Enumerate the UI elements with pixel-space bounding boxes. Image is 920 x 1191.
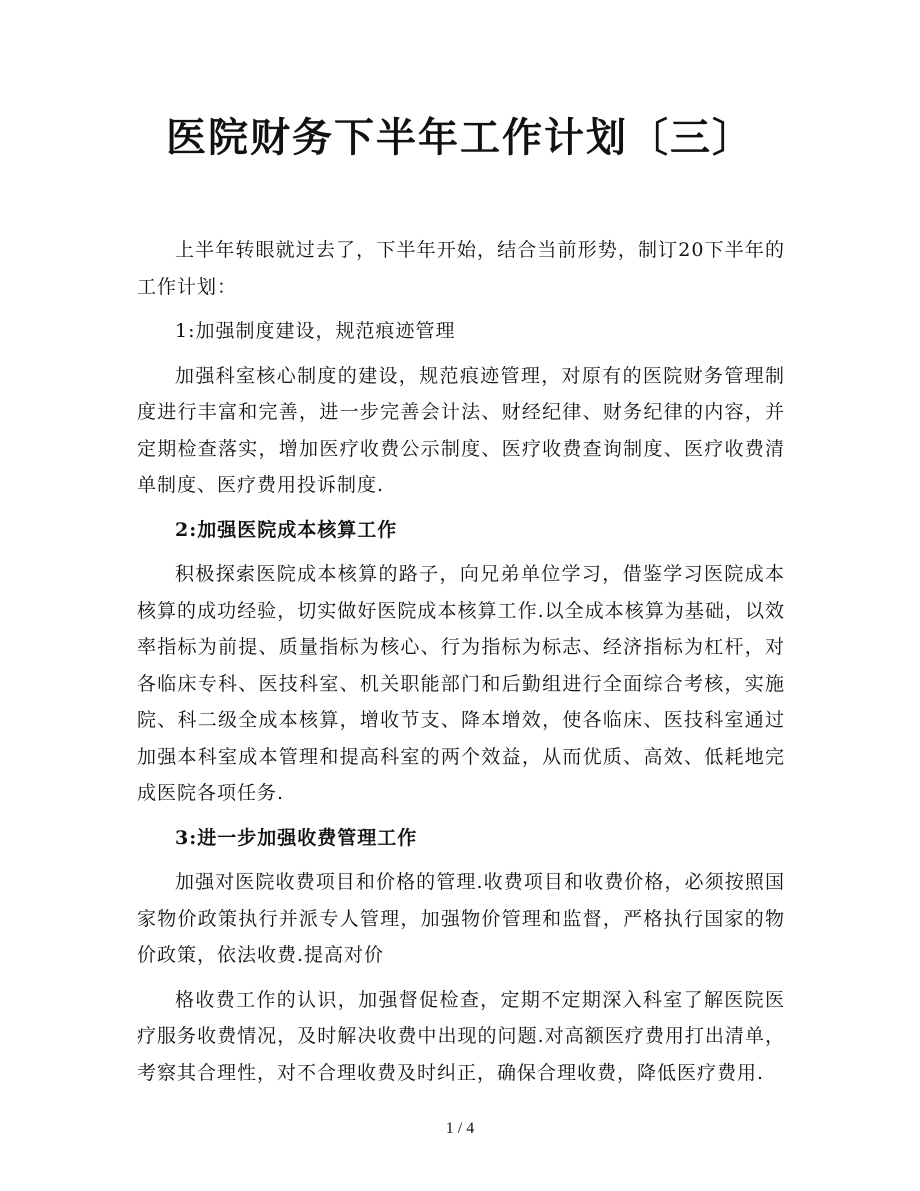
section-2-paragraph: 积极探索医院成本核算的路子，向兄弟单位学习，借鉴学习医院成本核算的成功经验，切实做好医院成本核算工作.以全成本核算为基础，以效率指标为前提、质量指标为核心、行为指标为标志、经济指标为杠杆，对各临床专科、医技科室、机关职能部门和后勤组进行全面综合考核，实施院、科二级全成本核算，增收节支、降本增效，使各临床、医技科室通过加强本科室成本管理和提高科室的两个效益，从而优质、高效、低耗地完成医院各项任务. [137, 563, 785, 804]
section-heading-3: 3:进一步加强收费管理工作 [175, 826, 418, 849]
section-3-paragraph-continued: 格收费工作的认识，加强督促检查，定期不定期深入科室了解医院医疗服务收费情况，及时解决收费中出现的问题.对高额医疗费用打出清单，考察其合理性，对不合理收费及时纠正，确保合理收费，降低医疗费用. [137, 988, 785, 1084]
document-title: 医院财务下半年工作计划〔三〕 [166, 114, 754, 161]
page-number: 1 / 4 [445, 1120, 475, 1137]
section-3-paragraph: 加强对医院收费项目和价格的管理.收费项目和收费价格，必须按照国家物价政策执行并派专人管理，加强物价管理和监督，严格执行国家的物价政策，依法收费.提高对价 [137, 871, 785, 966]
intro-paragraph: 上半年转眼就过去了，下半年开始，结合当前形势，制订20下半年的工作计划： [137, 239, 785, 298]
section-heading-2: 2:加强医院成本核算工作 [175, 518, 398, 541]
document-body [137, 232, 785, 1099]
section-1-paragraph: 加强科室核心制度的建设，规范痕迹管理，对原有的医院财务管理制度进行丰富和完善，进一步完善会计法、财经纪律、财务纪律的内容，并定期检查落实，增加医疗收费公示制度、医疗收费查询制度、医疗收费清单制度、医疗费用投诉制度. [137, 364, 785, 496]
section-heading-1: 1:加强制度建设，规范痕迹管理 [175, 320, 456, 342]
